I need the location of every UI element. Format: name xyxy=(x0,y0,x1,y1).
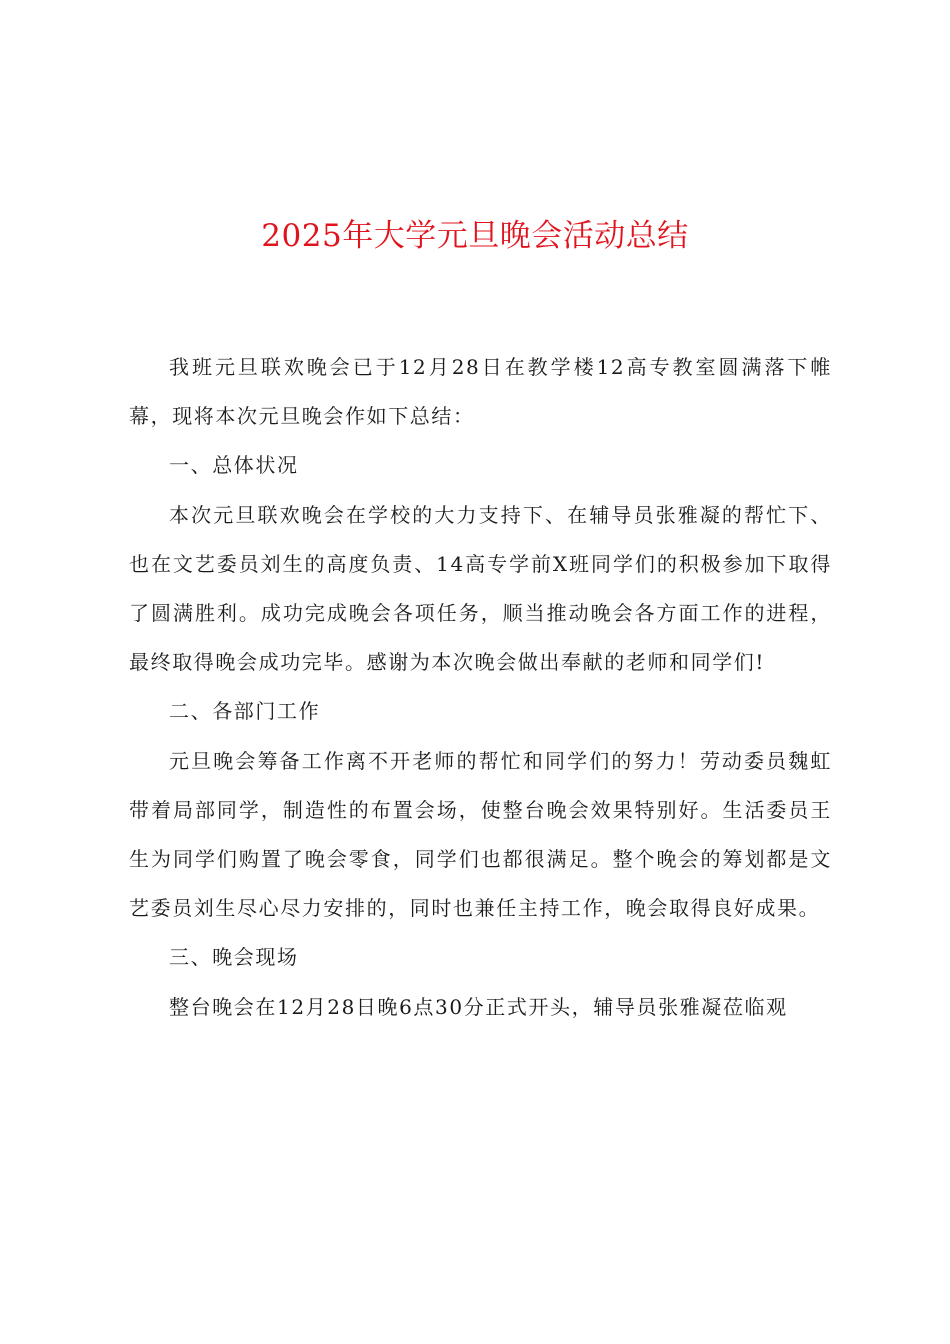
departments-paragraph: 元旦晚会筹备工作离不开老师的帮忙和同学们的努力！劳动委员魏虹带着局部同学，制造性的布置会场，使整台晚会效果特别好。生活委员王生为同学们购置了晚会零食，同学们也都很满足。整个晚会的筹划都是文艺委员刘生尽心尽力安排的，同时也兼任主持工作，晚会取得良好成果。 xyxy=(129,748,832,921)
section-heading-departments: 二、各部门工作 xyxy=(169,699,321,724)
overview-paragraph: 本次元旦联欢晚会在学校的大力支持下、在辅导员张雅凝的帮忙下、也在文艺委员刘生的高度负责、14高专学前X班同学们的积极参加下取得了圆满胜利。成功完成晚会各项任务，顺当推动晚会各方面工作的进程，最终取得晚会成功完毕。感谢为本次晚会做出奉献的老师和同学们! xyxy=(129,502,832,675)
intro-paragraph: 我班元旦联欢晚会已于12月28日在教学楼12高专教室圆满落下帷幕，现将本次元旦晚会作如下总结： xyxy=(129,355,832,429)
venue-paragraph: 整台晚会在12月28日晚6点30分正式开头，辅导员张雅凝莅临观 xyxy=(169,994,788,1019)
section-heading-overview: 一、总体状况 xyxy=(169,453,299,478)
document-body xyxy=(129,343,832,1032)
document-title: 2025年大学元旦晚会活动总结 xyxy=(261,218,689,254)
section-heading-venue: 三、晚会现场 xyxy=(169,945,299,970)
